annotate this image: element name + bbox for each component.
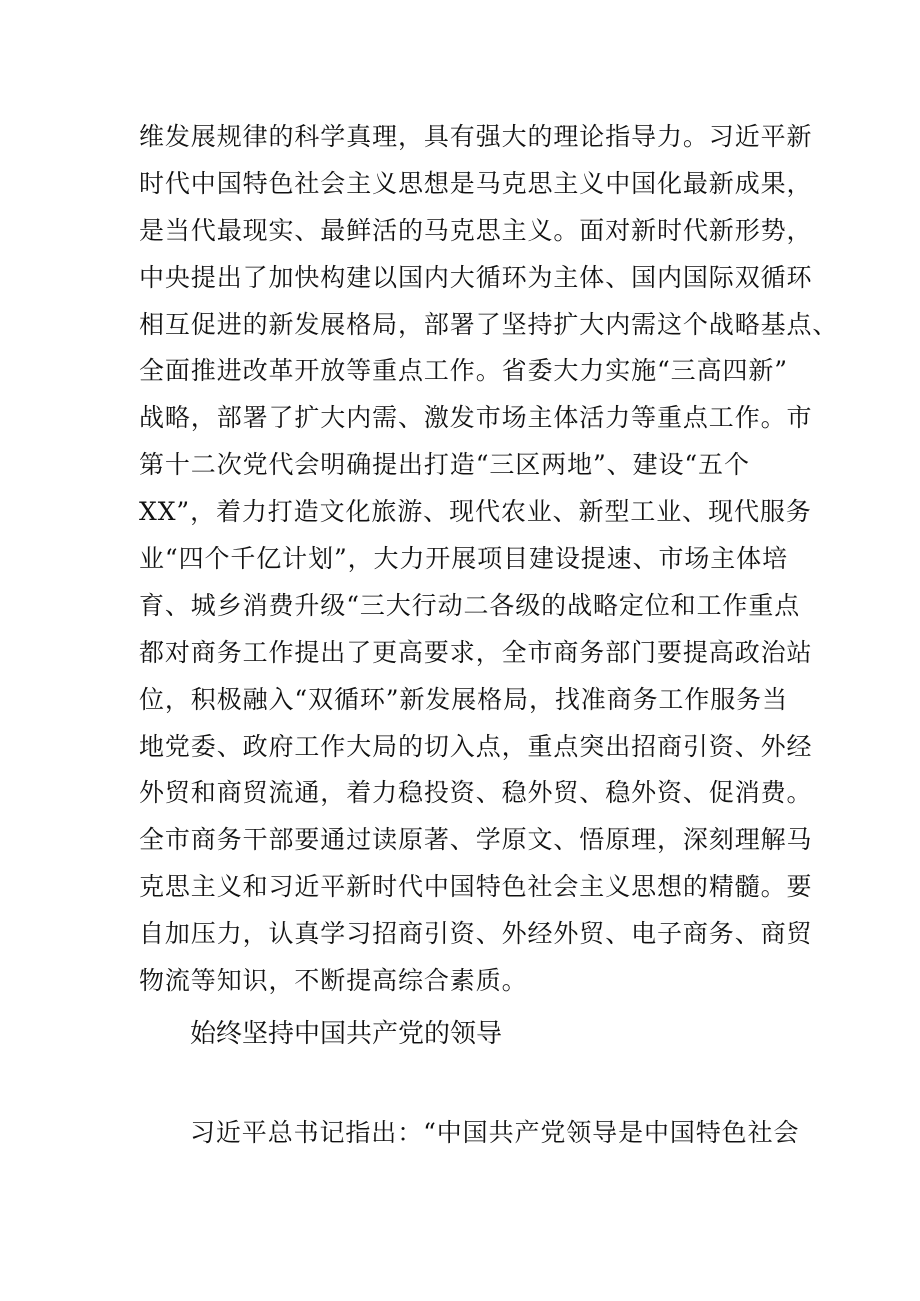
text-line: 中央提出了加快构建以国内大循环为主体、国内国际双循环 xyxy=(139,262,813,292)
text-line: 地党委、政府工作大局的切入点，重点突出招商引资、外经 xyxy=(139,731,813,761)
text-line: 时代中国特色社会主义思想是马克思主义中国化最新成果， xyxy=(139,168,813,198)
text-line: 相互促进的新发展格局，部署了坚持扩大内需这个战略基点、 xyxy=(139,309,839,339)
text-line: 第十二次党代会明确提出打造“三区两地”、建设“五个 xyxy=(139,450,750,480)
text-line: 全市商务干部要通过读原著、学原文、悟原理，深刻理解马 xyxy=(139,825,813,855)
section-heading: 始终坚持中国共产党的领导 xyxy=(190,1019,503,1049)
text-line: 全面推进改革开放等重点工作。省委大力实施“三高四新” xyxy=(139,356,788,386)
text-line: 物流等知识，不断提高综合素质。 xyxy=(139,966,528,996)
text-line: 业“四个千亿计划”，大力开展项目建设提速、市场主体培 xyxy=(139,544,788,574)
body-paragraph xyxy=(139,114,839,1005)
text-line: XX”，着力打造文化旅游、现代农业、新型工业、现代服务 xyxy=(139,497,812,527)
text-line: 都对商务工作提出了更高要求，全市商务部门要提高政治站 xyxy=(139,637,813,667)
text-line: 自加压力，认真学习招商引资、外经外贸、电子商务、商贸 xyxy=(139,919,813,949)
paragraph-first-line: 习近平总书记指出：“中国共产党领导是中国特色社会 xyxy=(190,1118,800,1147)
text-line: 克思主义和习近平新时代中国特色社会主义思想的精髓。要 xyxy=(139,872,813,902)
text-line: 育、城乡消费升级“三大行动二各级的战略定位和工作重点 xyxy=(139,590,801,620)
text-line: 战略，部署了扩大内需、激发市场主体活力等重点工作。市 xyxy=(139,403,813,433)
text-line: 位，积极融入“双循环”新发展格局，找准商务工作服务当 xyxy=(139,684,788,714)
text-line: 是当代最现实、最鲜活的马克思主义。面对新时代新形势， xyxy=(139,215,813,245)
text-line: 外贸和商贸流通，着力稳投资、稳外贸、稳外资、促消费。 xyxy=(139,778,813,808)
text-line: 维发展规律的科学真理，具有强大的理论指导力。习近平新 xyxy=(139,122,813,151)
